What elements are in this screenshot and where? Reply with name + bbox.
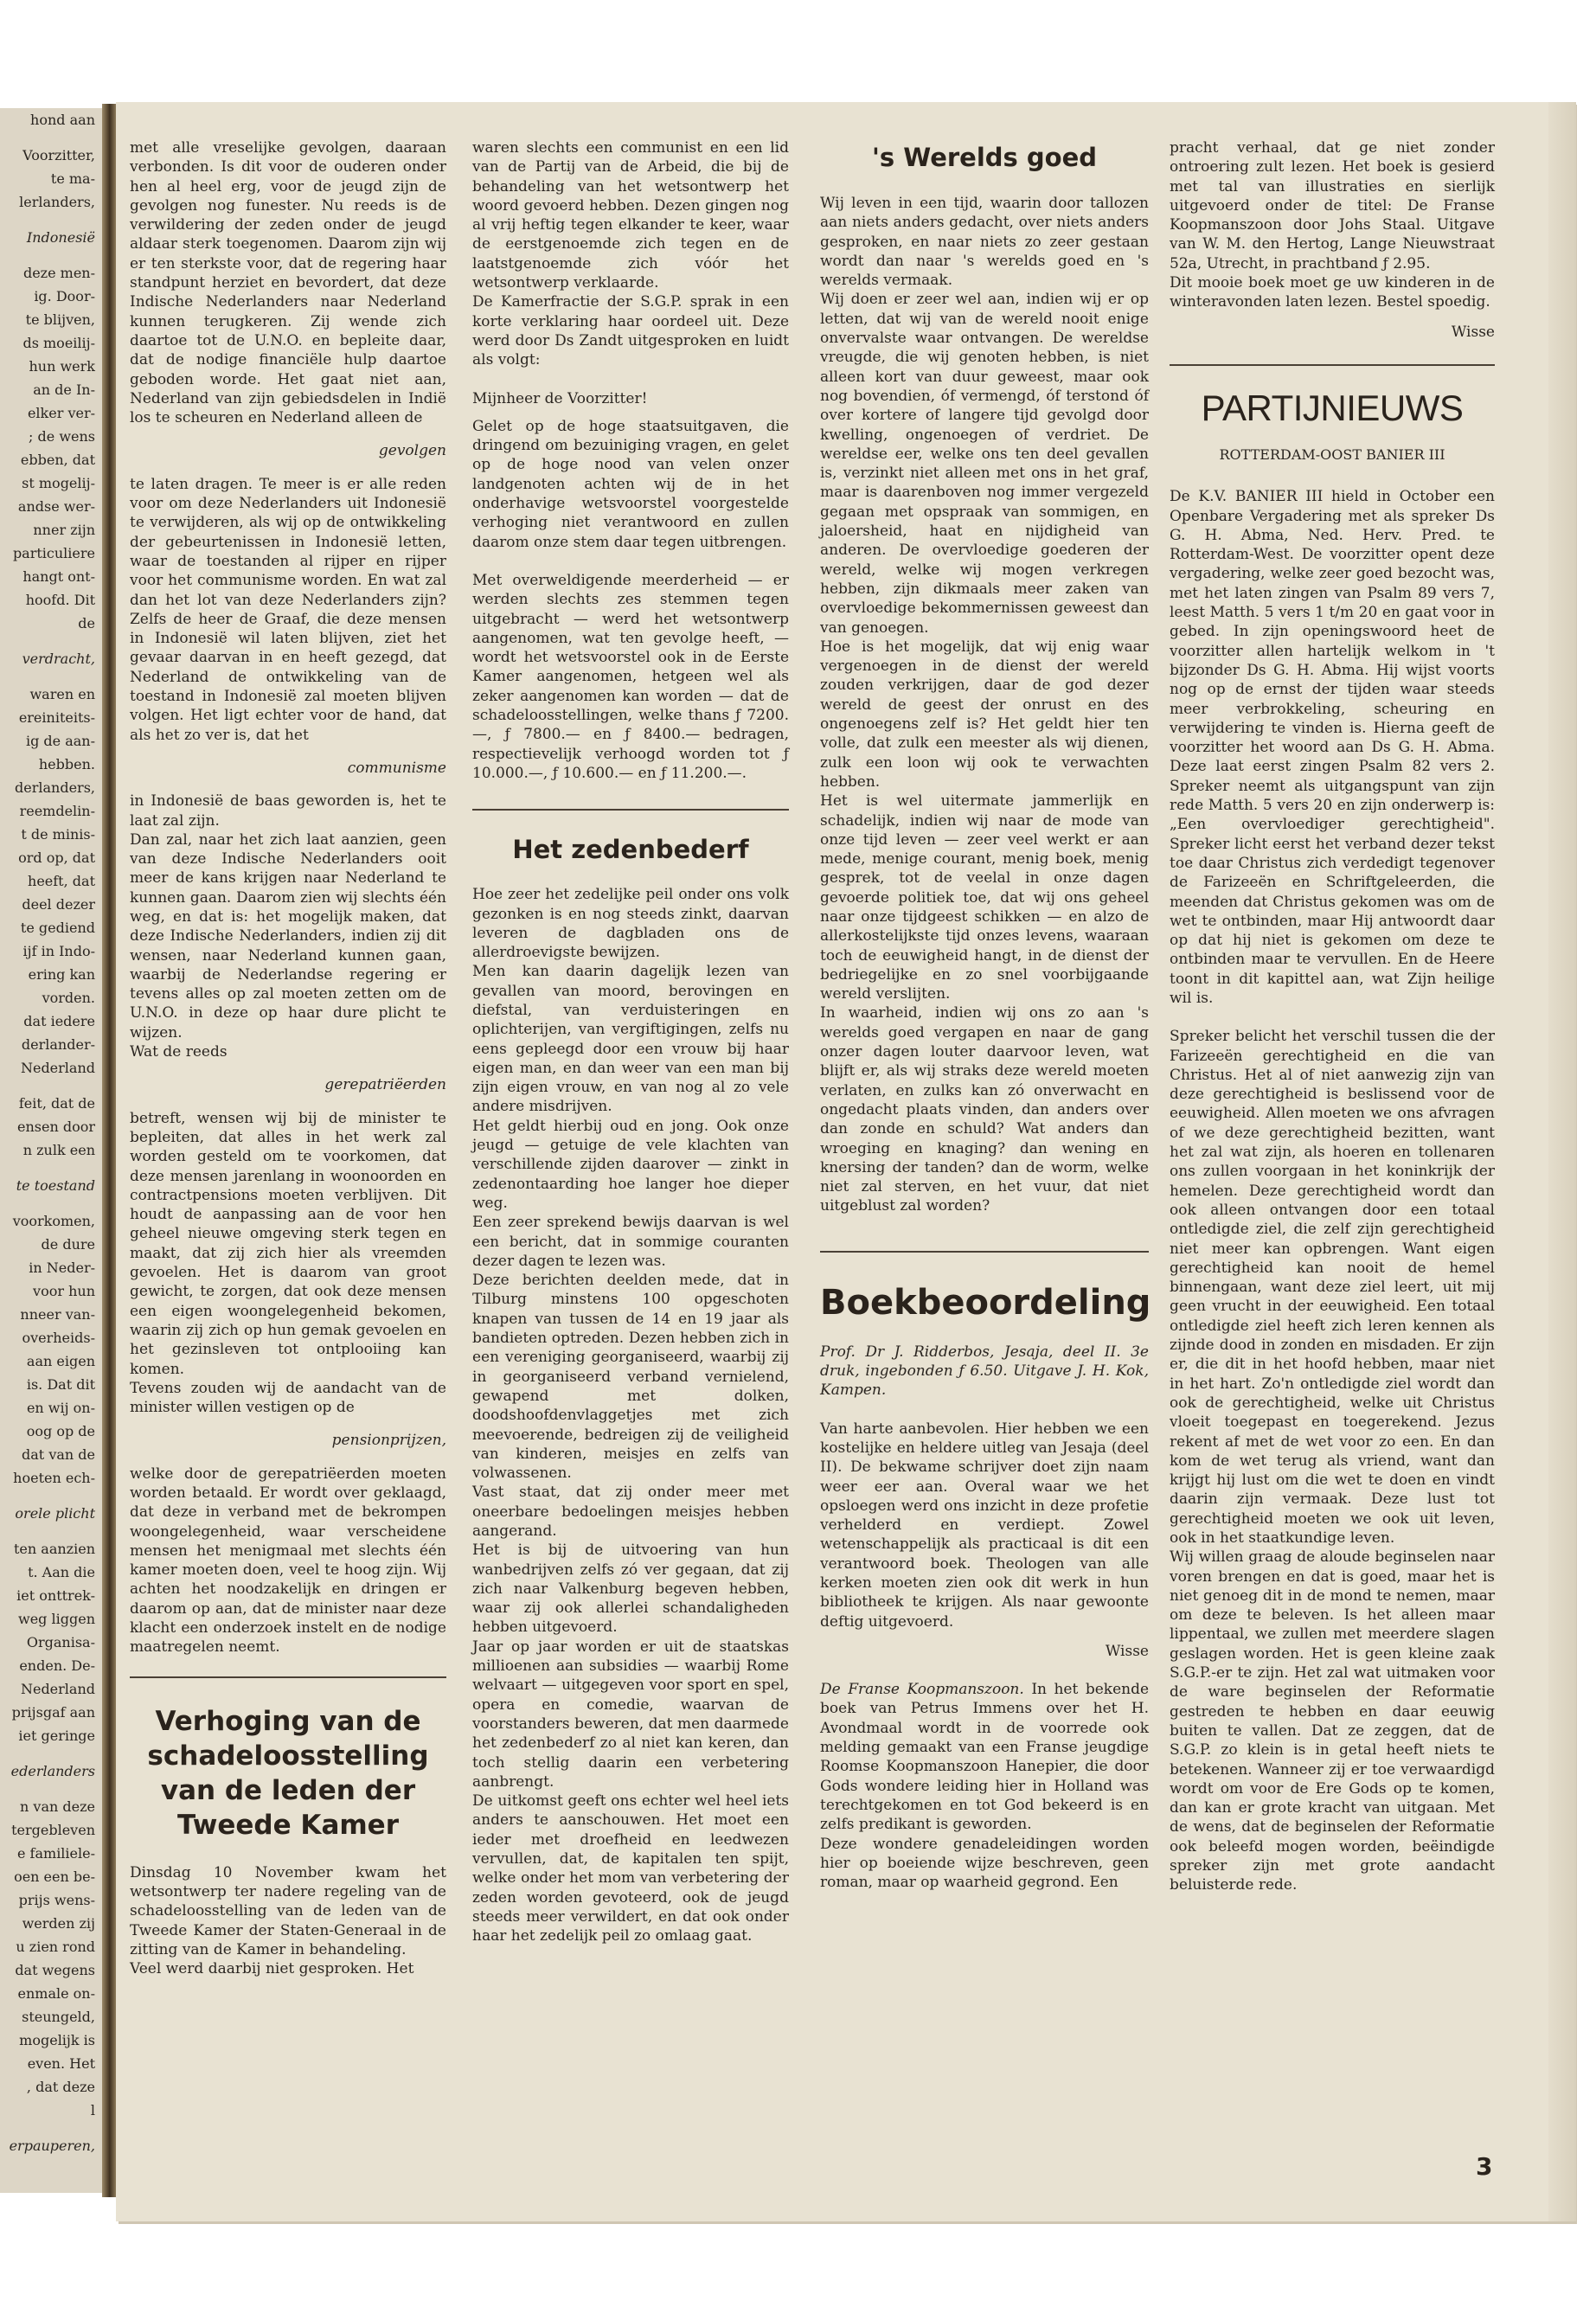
left-page-line: iet onttrek- xyxy=(16,1587,95,1604)
col4-paragraph: pracht verhaal, dat ge niet zonder ontroering zult lezen. Het boek is gesierd met tal van illustraties en sierlijk uitgevoerd onder de titel: De Franse Koopmanszoon door Johs Staal. Uitgave van W. M. den Hertog, Lange Nieuwstraat 52a, Utrecht, in prachtband ƒ 2.95. xyxy=(1170,139,1495,272)
left-page-line: weg liggen xyxy=(18,1611,95,1627)
col2-paragraph: waren slechts een communist en een lid van de Partij van de Arbeid, die bij de behandeling van het wetsontwerp het woord gevoerd hebben. Dezen gingen nog al vrij heftig tegen elkander te keer, waar de eerstgenoemde zich tegen en de laatstgenoemde zich vóór het wetsontwerp verklaarde. xyxy=(472,139,789,292)
left-page-line: u zien rond xyxy=(16,1939,95,1955)
left-page-line: ereiniteits- xyxy=(18,709,95,726)
left-page-line: elker ver- xyxy=(27,405,95,421)
left-page-line: ederlanders xyxy=(10,1763,95,1779)
page-fold xyxy=(102,104,116,2197)
left-page-line: ord op, dat xyxy=(18,849,95,866)
left-page-line: prijsgaf aan xyxy=(11,1704,95,1721)
col1-paragraph: Veel werd daarbij niet gesproken. Het xyxy=(130,1960,414,1978)
left-page-line: lerlanders, xyxy=(19,194,95,210)
col1-subhead: communisme xyxy=(347,759,446,777)
left-page-line: t. Aan die xyxy=(28,1564,95,1580)
left-page-line: tergebleven xyxy=(11,1822,95,1838)
left-page-line: derlanders, xyxy=(15,779,95,796)
left-page-line: werden zij xyxy=(22,1915,95,1932)
left-page-line: andse wer- xyxy=(17,498,95,515)
col2-paragraph: De uitkomst geeft ons echter wel heel iets anders te aanschouwen. Het moet een ieder met droefheid en leedwezen vervullen, dat, de kapitalen ten spijt, welke onder het mom van verbetering der zeden worden gevoteerd, ook de jeugd steeds meer verwildert, en dat ook onder haar het zedelijk peil zo omlaag gaat. xyxy=(472,1792,789,1945)
column-1 xyxy=(130,138,446,1978)
left-page-line: n van deze xyxy=(20,1798,95,1815)
col4-paragraph: Wij willen graag de aloude beginselen naar voren brengen en dat is goed, maar het is niet genoeg dit in de mond te nemen, maar om deze te beleven. Is het alleen maar lippentaal, we zullen met meerdere slagen geslagen worden. Het is geen kleine zaak S.G.P.-er te zijn. Het zal wat uitmaken voor de ware beginselen der Reformatie gestreden te hebben en daar eeuwig buiten te vallen. Dat ze zeggen, dat de S.G.P. zo klein is in getal heeft niets te betekenen. Wanneer zij er toe verwaardigd wordt om voor de Ere Gods op te komen, dan kan er grote kracht van uitgaan. Met de wens, dat de beginselen der Reformatie ook beleefd mogen worden, beëindigde spreker zijn met grote aandacht beluisterde rede. xyxy=(1170,1548,1495,1894)
col1-paragraph: in Indonesië de baas geworden is, het te laat zal zijn. xyxy=(130,792,446,830)
left-page-line: ig. Door- xyxy=(34,288,95,304)
col3-paragraph: Deze wondere genadeleidingen worden hier op boeiende wijze beschreven, geen roman, maar op waarheid gegrond. Een xyxy=(820,1835,1149,1892)
sheet-edge xyxy=(1548,102,1576,2221)
left-page-line: an de In- xyxy=(33,381,95,398)
col4-paragraph: Spreker belicht het verschil tussen die der Farizeeën gerechtigheid en die van Christus. Het al of niet aanwezig zijn van deze gerechtigheid is beslissend voor de eeuwigheid. Allen moeten we ons afvragen of we deze gerechtigheid bezitten, want het zal wat zijn, als hoeren en tollenaren ons zullen voorgaan in het koninkrijk der hemelen. Deze gerechtigheid wordt dan ook alleen ontvangen door een totaal ontledigde ziel, die zelf zijn gerechtigheid niet meer kan opbrengen. Want eigen gerechtigheid kan nooit de hemel binnengaan, want deze ziel leert, uit mij geen vrucht in der eeuwigheid. Een totaal ontledigde ziel heeft zich leren kennen als zijnde dood in zonden en misdaden. Er zijn er, die dit in het hoofd hebben, maar niet in het hart. Zo'n ontledigde ziel wordt dan ook de gerechtigheid, welke uit Christus vloeit toegepast en toegerekend. Jezus rekent af met de wet voor zo een. En dan kom de wet terug als vriend, want dan krijgt hij lust om die wet te doen en vindt daarin zijn vermaak. Deze lust tot gerechtigheid moeten we ook uit leven, ook in het staatkundige leven. xyxy=(1170,1028,1495,1547)
left-page-line: aan eigen xyxy=(26,1353,95,1369)
left-page-line: waren en xyxy=(29,686,95,702)
column-rule xyxy=(1170,364,1495,366)
left-page-line: nner zijn xyxy=(33,522,95,538)
left-page-line: enmale on- xyxy=(17,1985,95,2002)
left-page-line: Nederland xyxy=(20,1681,95,1697)
col2-paragraph: Het geldt hierbij oud en jong. Ook onze jeugd — getuige de vele klachten van verschillende zijden daarover — zinkt in zedenontaarding hoe langer hoe dieper weg. xyxy=(472,1117,789,1212)
left-page-line: enden. De- xyxy=(19,1657,95,1674)
col2-paragraph: Het is bij de uitvoering van hun wanbedrijven zelfs zó ver gegaan, dat zij zich naar Valkenburg begeven hebben, waar zij ook allerlei schandaligheden hebben uitgevoerd. xyxy=(472,1541,789,1637)
col2-paragraph: Mijnheer de Voorzitter! xyxy=(472,389,648,407)
page-number: 3 xyxy=(1476,2152,1493,2181)
left-page-line: ensen door xyxy=(17,1118,95,1135)
col2-paragraph: Vast staat, dat zij onder meer met oneerbare bedoelingen meisjes hebben aangerand. xyxy=(472,1484,789,1540)
col1-paragraph: welke door de gerepatriëerden moeten worden betaald. Er wordt over geklaagd, dat deze in verband met de bekrompen woongelegenheid, waar verscheidene mensen het menigmaal met slechts één kamer moeten doen, veel te hoog zijn. Wij achten het noodzakelijk en dringen er daarom op aan, dat de minister naar deze klacht een onderzoek instelt en de nodige maatregelen neemt. xyxy=(130,1465,446,1657)
left-page-line: deze men- xyxy=(22,265,95,281)
column-3 xyxy=(820,138,1149,1892)
col3-paragraph xyxy=(820,1680,1149,1834)
left-page-gap xyxy=(0,1783,102,1795)
col1-subhead: gerepatriëerden xyxy=(324,1076,446,1094)
left-page-line: hangt ont- xyxy=(22,568,95,585)
col3-paragraph: Het is wel uitermate jammerlijk en schadelijk, indien wij naar de mode van onze tijd leven — zeer veel werkt er aan mede, menige courant, menig boek, menig gesprek, tot de veelal in onze dagen gevoerde politiek toe, dat wij ons geheel naar onze tijdgeest schikken — en alzo de allerkostelijkste tijd onzes levens, waaraan toch de eeuwigheid hangt, in de dienst der bedriegelijke en zo snel voorbijgaande wereld verslijten. xyxy=(820,792,1149,1003)
left-page-line: hoeten ech- xyxy=(13,1470,95,1486)
left-page-line: mogelijk is xyxy=(19,2032,95,2048)
left-page-line: e familiele- xyxy=(17,1845,95,1862)
left-page-line: overheids- xyxy=(22,1330,95,1346)
col1-paragraph: met alle vreselijke gevolgen, daaraan verbonden. Is dit voor de ouderen onder hen al heel erg, voor de jeugd zijn de gevolgen nog funester. Nu reeds is de verwildering der zeden onder de jeugd aldaar sterk toegenomen. Daarom zijn wij er ten sterkste voor, dat de regering haar standpunt herziet en bevordert, dat deze Indische Nederlanders naar Nederland kunnen terugkeren. Zij wende zich daartoe tot de U.N.O. en bepleite daar, dat de nodige financiële hulp daartoe geboden worde. Het gaat niet aan, Nederland van zijn gebiedsdelen in Indië los te scheuren en Nederland alleen de xyxy=(130,139,446,427)
column-2 xyxy=(472,138,789,1946)
left-page-line: voor hun xyxy=(33,1283,95,1299)
left-page-line: orele plicht xyxy=(15,1505,95,1522)
left-page-line: hebben. xyxy=(38,756,95,772)
col3-paragraph: In waarheid, indien wij ons zo aan 's werelds goed vergapen en naar de gang onzer dagen louter daarvoor leven, wat blijft er, als wij straks deze wereld moeten verlaten, en zulks kan zó onverwacht en ongedacht plaats vinden, dan anders over dan zonde en schuld? Wat anders dan wroeging en knaging? dan wening en knersing der tanden? dan de worm, welke niet zal sterven, en het vuur, dat niet uitgeblust zal worden? xyxy=(820,1004,1149,1215)
left-page-gap xyxy=(0,1197,102,1209)
left-page-gap xyxy=(0,1080,102,1092)
section-subheading: ROTTERDAM-OOST BANIER III xyxy=(1219,445,1445,463)
left-page-line: vorden. xyxy=(42,990,95,1006)
left-page-line: te blijven, xyxy=(25,311,95,328)
col3-paragraph: Wij leven in een tijd, waarin door tallozen aan niets anders gedacht, over niets anders gesproken, en naar niets zo zeer gestaan wordt dan naar 's werelds goed en 's werelds vermaak. xyxy=(820,195,1149,290)
left-page-gap xyxy=(0,635,102,647)
left-page-line: voorkomen, xyxy=(12,1213,95,1229)
left-page-line: ering kan xyxy=(28,966,95,983)
left-page-line: de xyxy=(78,615,95,631)
left-page-line: derlander- xyxy=(21,1036,95,1053)
col2-paragraph: Men kan daarin dagelijk lezen van gevallen van moord, berovingen en diefstal, van verduisteringen en oplichterijen, van vergiftigingen, zelfs nu eens gepleegd door een vrouw bij haar eigen man, en dan weer van een man bij zijn eigen vrouw, en van nog al zo vele andere misdrijven. xyxy=(472,963,789,1116)
left-page-line: Organisa- xyxy=(26,1634,95,1650)
left-page-line: te toestand xyxy=(16,1177,95,1194)
left-page-line: t de minis- xyxy=(21,826,95,843)
left-page-gap xyxy=(0,2122,102,2134)
left-page-line: dat wegens xyxy=(15,1962,95,1978)
article-heading-zedenbederf: Het zedenbederf xyxy=(512,835,749,865)
col1-subhead: pensionprijzen, xyxy=(331,1432,446,1450)
left-page-line: Indonesië xyxy=(26,229,95,246)
col3-paragraph: Hoe is het mogelijk, dat wij enig waar vergenoegen in de dienst der wereld zouden verkrijgen, daar de god dezer wereld de geest der onrust en des ongenoegens zelf is? Het geldt hier ten volle, dat zulk een meester als wij dienen, zulk een loon wij ook te verwachten hebben. xyxy=(820,638,1149,791)
col1-paragraph: te laten dragen. Te meer is er alle reden voor om deze Nederlanders uit Indonesië te verwijderen, als wij op de ontwikkeling der gebeurtenissen in Indonesië letten, waar de toestanden al rijper en rijper voor het communisme worden. En wat zal dan het lot van deze Nederlanders zijn? Zelfs de heer de Graaf, die deze mensen in Indonesië wil laten blijven, ziet het gevaar daarvan in en heeft gezegd, dat Nederland de ontwikkeling van de toestand in Indonesië zal moeten blijven volgen. Het ligt echter voor de hand, dat als het zo ver is, dat het xyxy=(130,475,446,744)
left-page-gap xyxy=(0,214,102,226)
left-page-line: de dure xyxy=(41,1236,95,1253)
col3-paragraph-text: In het bekende boek van Petrus Immens over het H. Avondmaal wordt in de voorrede ook melding gemaakt van een Franse jeugdige Roomse Koopmanszoon Hanepier, die door Gods wondere leiding hier in Holland was terechtgekomen en tot God bekeerd is en zelfs predikant is geworden. xyxy=(820,1681,1150,1834)
left-page-line: nneer van- xyxy=(20,1306,95,1323)
col2-paragraph: De Kamerfractie der S.G.P. sprak in een korte verklaring haar oordeel uit. Deze werd door Ds Zandt uitgesproken en luidt als volgt: xyxy=(472,293,789,369)
left-page-line: ten aanzien xyxy=(14,1541,95,1557)
byline: Wisse xyxy=(1451,323,1495,341)
left-page-line: in Neder- xyxy=(29,1259,95,1276)
col3-paragraph: Van harte aanbevolen. Hier hebben we een kostelijke en heldere uitleg van Jesaja (deel II). De bekwame schrijver doet zijn naam weer eer aan. Overal waar we het opsloegen werd ons inzicht in deze profetie verhelderd en verdiept. Zowel wetenschappelijk als practicaal is dit een verantwoord boek. Theologen van alle kerken moeten zien ook dit werk in hun bibliotheek te krijgen. Als naar gewoonte deftig uitgevoerd. xyxy=(820,1420,1149,1631)
left-page-gap xyxy=(0,1162,102,1174)
left-page-line: verdracht, xyxy=(22,651,95,667)
column-rule xyxy=(130,1676,446,1678)
book-title: De Franse Koopmanszoon. xyxy=(820,1681,1024,1699)
left-page-gap xyxy=(0,249,102,261)
col2-paragraph: Jaar op jaar worden er uit de staatskas millioenen aan subsidies — waarbij Rome welvaart — uitgegeven voor sport en spel, opera en comedie, waarvan de voorstanders beweren, dat men daarmede het zedenbederf zo al niet kan keren, dan toch stellig daarin een verbetering aanbrengt. xyxy=(472,1638,789,1791)
left-page-line: te gediend xyxy=(20,920,95,936)
column-4 xyxy=(1170,138,1495,1895)
col2-paragraph: Een zeer sprekend bewijs daarvan is wel een bericht, dat in sommige couranten dezer dagen te lezen was. xyxy=(472,1214,789,1270)
left-page-gap xyxy=(0,670,102,683)
left-page-line: hond aan xyxy=(30,112,95,128)
left-page-line: prijs wens- xyxy=(18,1892,95,1908)
left-page-line: heeft, dat xyxy=(28,873,95,889)
col4-paragraph: Dit mooie boek moet ge uw kinderen in de winteravonden laten lezen. Bestel spoedig. xyxy=(1170,274,1495,311)
left-page-line: particuliere xyxy=(12,545,95,561)
left-page-line: is. Dat dit xyxy=(26,1376,95,1393)
left-page-line: reemdelin- xyxy=(19,803,95,819)
section-heading-partijnieuws: PARTIJNIEUWS xyxy=(1201,387,1464,428)
col2-paragraph: Met overweldigende meerderheid — er werden slechts zes stemmen tegen uitgebracht — werd het wetsontwerp aangenomen, wat ten gevolge heeft, — wordt het wetsvoorstel ook in de Eerste Kamer aangenomen, hetgeen wel als zeker aangenomen kan worden — dat de schadeloosstellingen, welke thans ƒ 7200.—, ƒ 7800.— en ƒ 8400.— bedragen, respectievelijk verhoogd worden tot ƒ 10.000.—, ƒ 10.600.— en ƒ 11.200.—. xyxy=(472,571,789,782)
left-page-gap xyxy=(0,1525,102,1537)
col1-paragraph: Dinsdag 10 November kwam het wetsontwerp ter nadere regeling van de schadeloosstelling van de leden van de Tweede Kamer der Staten-Generaal in de zitting van de Kamer in behandeling. xyxy=(130,1863,446,1958)
left-page-line: Voorzitter, xyxy=(22,147,95,163)
column-rule xyxy=(472,809,789,811)
left-page-line: te ma- xyxy=(50,170,95,187)
left-page-line: hoofd. Dit xyxy=(25,592,95,608)
left-page-line: ds moeilij- xyxy=(22,335,95,351)
left-page-line: steungeld, xyxy=(22,2009,95,2025)
left-page-line: even. Het xyxy=(27,2055,95,2072)
left-page-line: st mogelij- xyxy=(22,475,95,491)
left-page-line: deel dezer xyxy=(22,896,95,913)
col3-paragraph: Wij doen er zeer wel aan, indien wij er op letten, dat wij van de wereld nooit enige onvervalste waar ontvangen. De wereldse vreugde, die wij genoten hebben, is niet alleen kort van duur geweest, maar ook nog bovendien, óf vermengd, óf terstond óf over kortere of langere tijd gevolgd door kwelling, ongenoegen of verdriet. De wereldse eer, welke ons ten deel gevallen is, verzinkt niet alleen met ons in het graf, maar is daarenboven nog immer vergezeld gegaan met opspraak van sommigen, en jaloersheid, haat en nijdigheid van anderen. De overvloedige goederen der wereld, welke wij mogen verkregen hebben, zijn dikmaals meer zaken van overvloedige bekommernissen geweest dan van genoegen. xyxy=(820,291,1149,637)
left-page-line: iet geringe xyxy=(18,1727,95,1744)
left-page-line: en wij on- xyxy=(26,1400,95,1416)
left-page-line: hun werk xyxy=(29,358,95,375)
left-page-line: dat iedere xyxy=(23,1013,95,1029)
col2-paragraph: Gelet op de hoge staatsuitgaven, die dringend om bezuiniging vragen, en gelet op de hoge nood van velen onzer landgenoten achten wij de in het onderhavige wetsvoorstel voorgestelde verhoging niet verantwoord en zullen daarom onze stem daar tegen uitbrengen. xyxy=(472,417,789,551)
col1-paragraph: Wat de reeds xyxy=(130,1043,228,1061)
left-page-line: oog op de xyxy=(26,1423,95,1439)
byline: Wisse xyxy=(1105,1642,1149,1660)
left-page-line: feit, dat de xyxy=(18,1095,95,1112)
book-meta: Prof. Dr J. Ridderbos, Jesaja, deel II. 3e druk, ingebonden ƒ 6.50. Uitgave J. H. Kok, Kampen. xyxy=(820,1343,1149,1400)
left-page-line: l xyxy=(90,2102,95,2118)
col4-paragraph: De K.V. BANIER III hield in October een Openbare Vergadering met als spreker Ds G. H. Abma, Ned. Herv. Pred. te Rotterdam-West. De voorzitter opent deze vergadering, welke zeer goed bezocht was, met het laten zingen van Psalm 89 vers 7, leest Matth. 5 vers 1 t/m 20 en gaat voor in gebed. In zijn openingswoord heet de voorzitter allen hartelijk welkom in 't bijzonder Ds G. H. Abma. Hij wijst voorts nog op de ernst der tijden waar steeds meer verbrokkeling, scheuring en verwijdering te vinden is. Hierna geeft de voorzitter het woord aan Ds G. H. Abma. Deze laat eerst zingen Psalm 82 vers 2. Spreker neemt als uitgangspunt van zijn rede Matth. 5 vers 20 en zijn onderwerp is: „Een overvloediger gerechtigheid". Spreker licht eerst het verband dezer tekst toe daar Christus zich verdedigt tegenover de Farizeeën en Schriftgeleerden, die meenden dat Christus gekomen was om de wet te ontbinden, maar Hij antwoordt daar op dat hij niet is gekomen om deze te ontbinden maar te vervullen. En de Heere toont in dit kapittel aan, wat Zijn heilige wil is. xyxy=(1170,488,1495,1007)
col2-paragraph: Deze berichten deelden mede, dat in Tilburg minstens 100 opgeschoten knapen van tussen de 14 en 19 jaar als bandieten optreden. Dezen hebben zich in een vereniging georganiseerd, waarbij zij in georganiseerd verband vernielend, gewapend met dolken, doodshoofdenvlaggetjes met zich meevoerende, bedreigen zij de veiligheid van kinderen, meisjes en zelfs van volwassenen. xyxy=(472,1272,789,1483)
col1-paragraph: betreft, wensen wij bij de minister te bepleiten, dat alles in het werk zal worden gesteld om te voorkomen, dat deze mensen jarenlang in woonoorden en contractpensions moeten verblijven. Dit houdt de aanpassing aan de voor hen geheel nieuwe omgeving sterk tegen en maakt, dat zij zich hier als vreemden gevoelen. Het is daarom van groot gewicht, te zorgen, dat ook deze mensen een eigen woongelegenheid bekomen, waarin zij zich op hun gemak gevoelen en het gezinsleven tot ontplooiing kan komen. xyxy=(130,1109,446,1378)
left-page-line: n zulk een xyxy=(22,1142,95,1158)
col1-subhead: gevolgen xyxy=(378,442,446,460)
col2-paragraph: Hoe zeer het zedelijke peil onder ons volk gezonken is en nog steeds zinkt, daarvan leveren de dagbladen ons de allerdroevigste bewijzen. xyxy=(472,886,789,962)
article-heading-werelds-goed: 's Werelds goed xyxy=(872,143,1097,172)
left-page-line: , dat deze xyxy=(26,2079,95,2095)
col1-paragraph: Dan zal, naar het zich laat aanzien, geen van deze Indische Nederlanders ooit meer de kans krijgen naar Nederland te kunnen gaan. Daarom zien wij slechts één weg, en dat is: het mogelijk maken, dat deze Indische Nederlanders, indien zij dit wensen, naar Nederland kunnen gaan, waarbij de Nederlandse regering er tevens alles op zal moeten zetten om de U.N.O. in deze op haar dure plicht te wijzen. xyxy=(130,830,446,1042)
left-page-line: ; de wens xyxy=(29,428,95,445)
left-page-line: Nederland xyxy=(20,1060,95,1076)
left-page-gap xyxy=(0,1490,102,1502)
col1-paragraph: Tevens zouden wij de aandacht van de minister willen vestigen op de xyxy=(130,1379,446,1417)
article-heading-schadeloosstelling: Verhoging van de schadeloosstelling van de leden der Tweede Kamer xyxy=(147,1705,429,1841)
left-page-gap xyxy=(0,131,102,144)
left-page-line: ig de aan- xyxy=(25,733,95,749)
left-page-line: ijf in Indo- xyxy=(22,943,95,959)
left-page-line: erpauperen, xyxy=(9,2138,95,2154)
left-page-line: oen een be- xyxy=(14,1868,95,1885)
article-heading-boekbeoordeling: Boekbeoordeling xyxy=(820,1282,1151,1323)
left-page-gap xyxy=(0,1747,102,1759)
left-page-line: ebben, dat xyxy=(20,452,95,468)
left-page-line: dat van de xyxy=(22,1446,95,1463)
column-rule xyxy=(820,1251,1149,1253)
left-facing-page-strip xyxy=(0,108,102,2193)
